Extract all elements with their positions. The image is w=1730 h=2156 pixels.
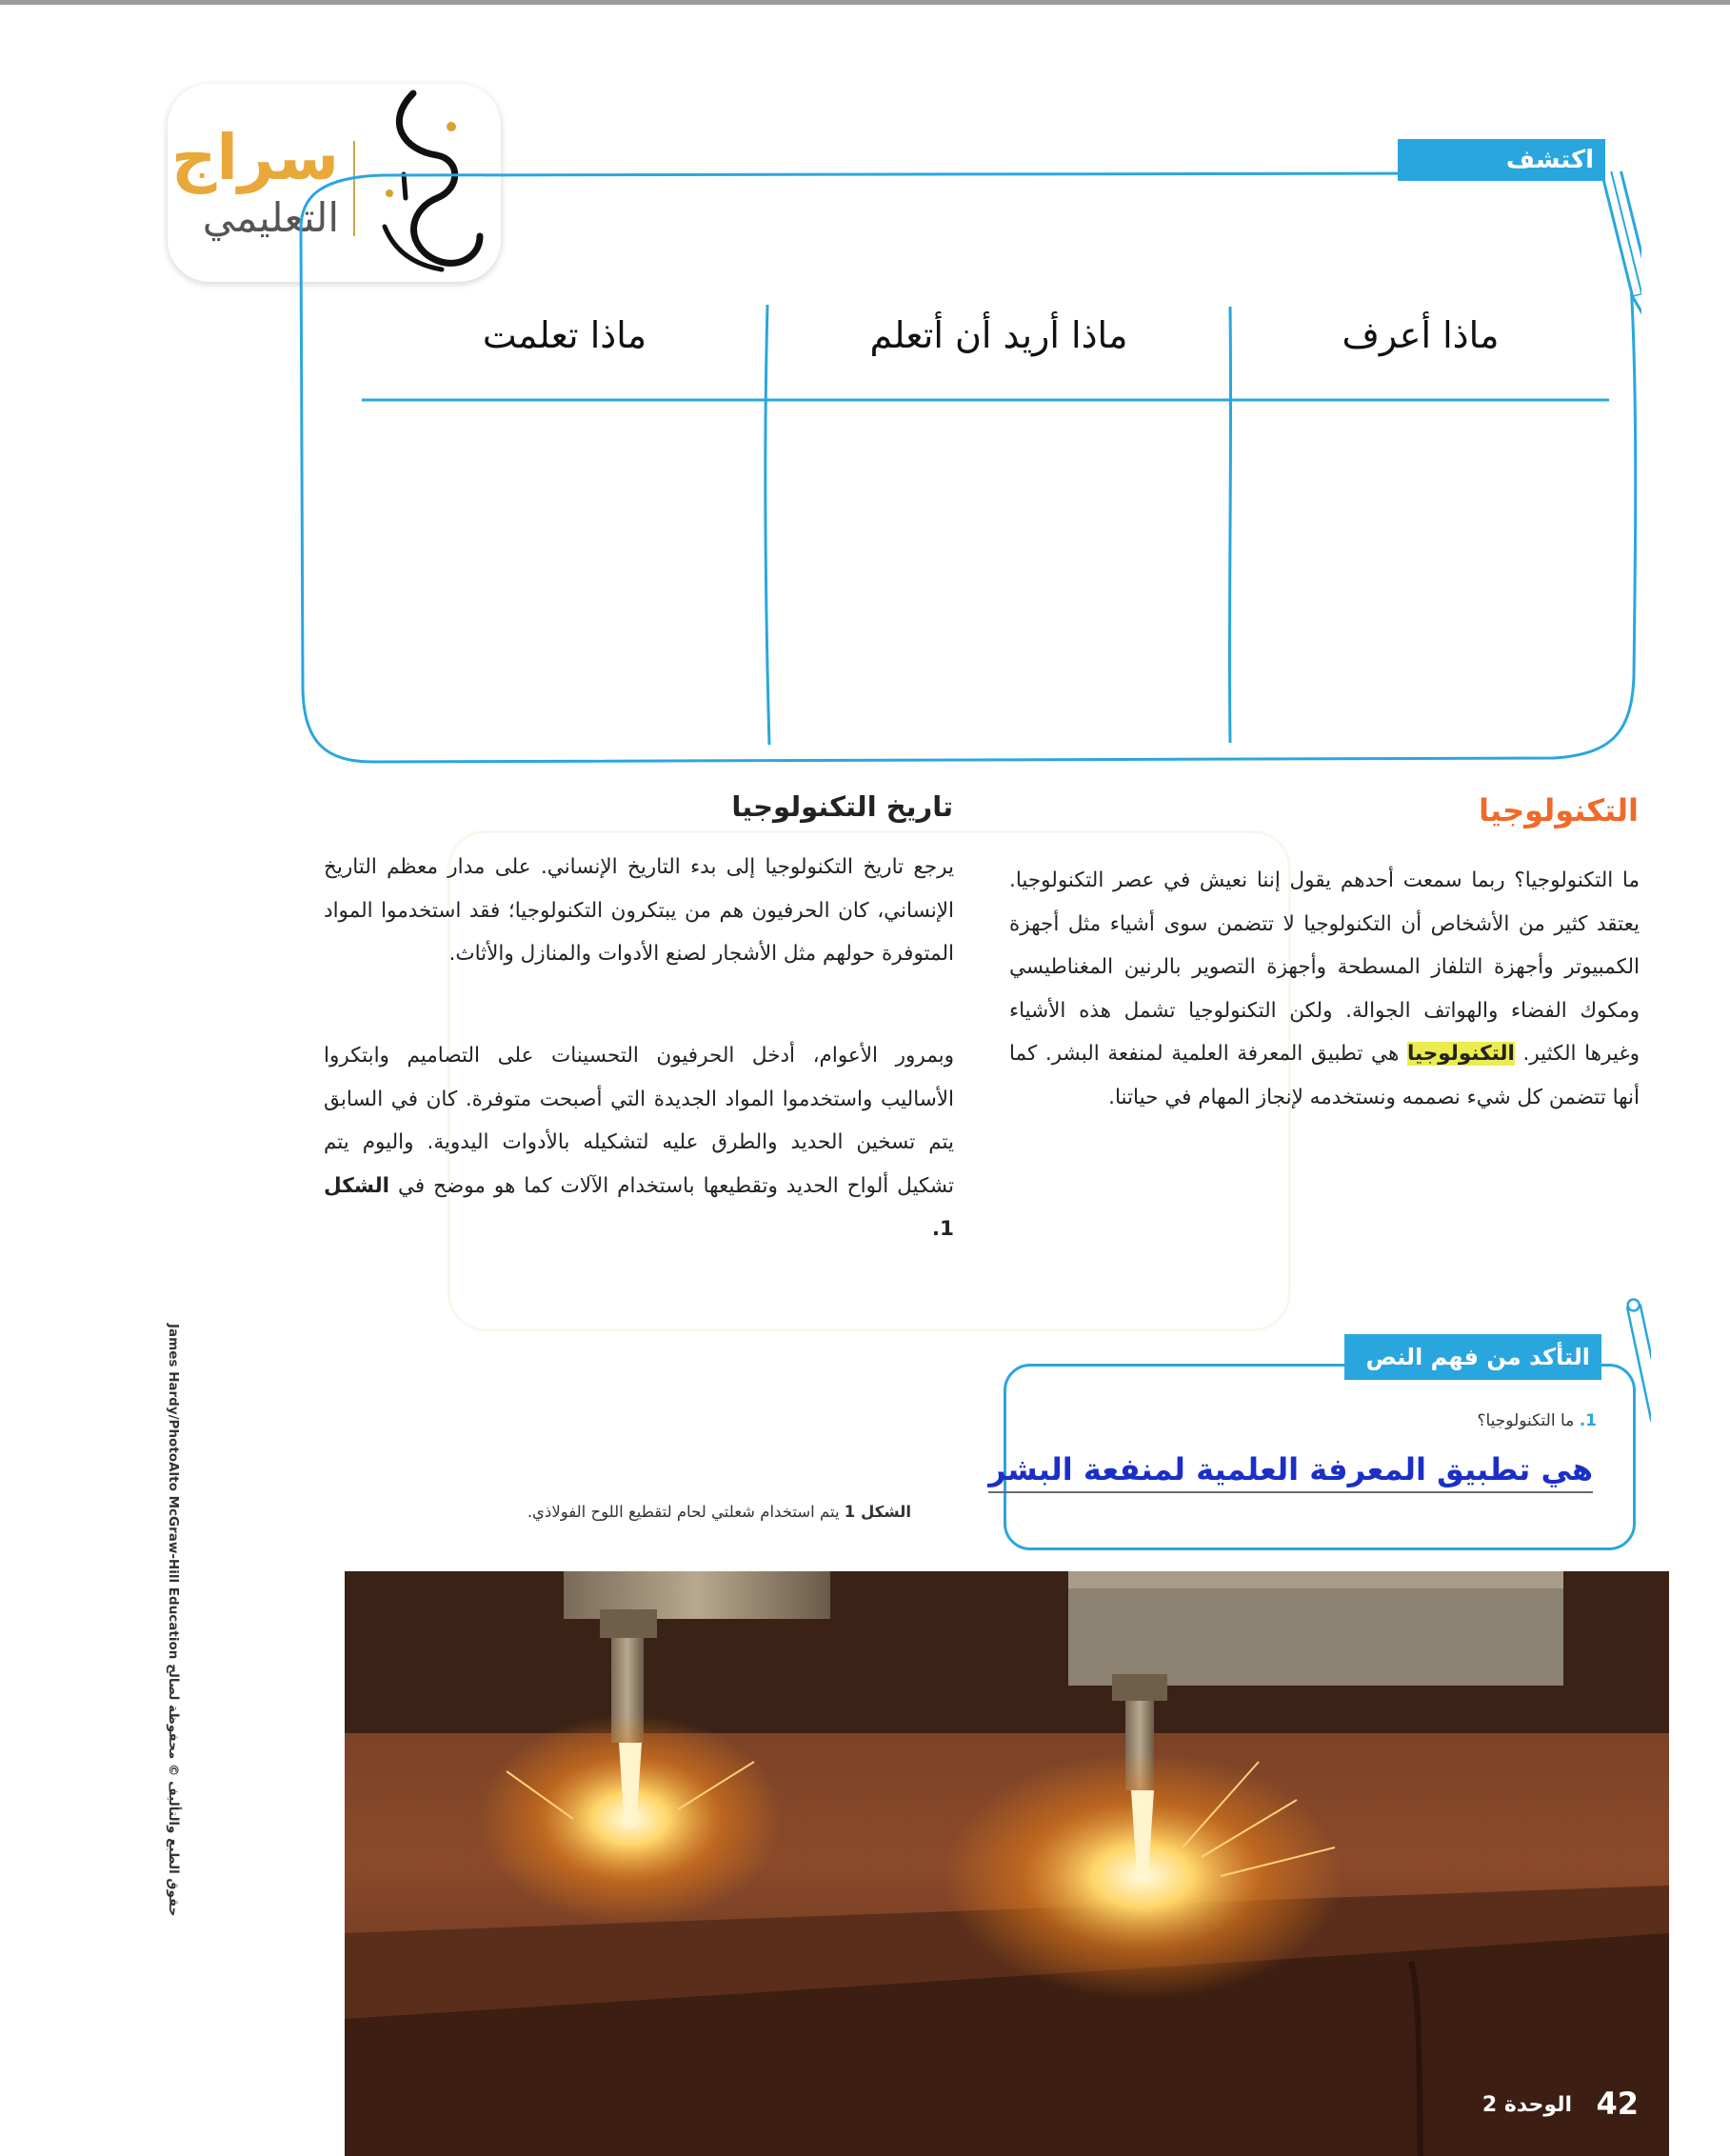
figure-label: الشكل 1 bbox=[844, 1503, 911, 1521]
kwl-header-want: ماذا أريد أن أتعلم bbox=[869, 314, 1128, 356]
section-title-history: تاريخ التكنولوجيا bbox=[731, 790, 953, 823]
question-text: ما التكنولوجيا؟ bbox=[1477, 1411, 1575, 1430]
kwl-header-know: ماذا أعرف bbox=[1342, 314, 1500, 356]
discover-tab: اكتشف bbox=[1398, 139, 1605, 181]
figure-caption bbox=[527, 1503, 911, 1521]
technology-text-end: هي تطبيق المعرفة العلمية لمنفعة البشر. كما أنها تتضمن كل شيء نصممه ونستخدمه لإنجاز المهام في حياتنا. bbox=[1009, 1042, 1640, 1109]
photo-credit: James Hardy/PhotoAlto McGraw-Hill Education حقوق الطبع والتأليف © محفوظة لصالح bbox=[166, 1324, 181, 1917]
technology-text-start: ما التكنولوجيا؟ ربما سمعت أحدهم يقول إننا نعيش في عصر التكنولوجيا. يعتقد كثير من الأشخاص أن التكنولوجيا لا تتضمن سوى أشياء مثل أجهزة الكمبيوتر وأجهزة التلفاز المسطحة وأجهزة التصوير بالرنين المغناطيسي ومكوك الفضاء والهواتف الجوالة. ولكن التكنولوجيا تشمل هذه الأشياء وغيرها الكثير. bbox=[1009, 868, 1640, 1066]
question-1 bbox=[1477, 1411, 1597, 1430]
top-border bbox=[0, 0, 1730, 5]
figure-reference: الشكل 1. bbox=[324, 1173, 954, 1241]
history-text: وبمرور الأعوام، أدخل الحرفيون التحسينات على التصاميم وابتكروا الأساليب واستخدموا المواد الجديدة التي أصبحت متوفرة. كان في السابق يتم تسخين الحديد والطرق عليه لتشكيله بالأدوات اليدوية. واليوم يتم تشكيل ألواح الحديد وتقطيعها باستخدام الآلات كما هو موضح في bbox=[324, 1044, 954, 1198]
history-paragraph-2 bbox=[324, 1034, 954, 1251]
unit-label: الوحدة 2 bbox=[1481, 2093, 1572, 2117]
page-number: 42 bbox=[1596, 2086, 1639, 2122]
check-understanding-tab: التأكد من فهم النص bbox=[1344, 1334, 1601, 1380]
pencil-icon bbox=[1613, 1295, 1651, 1447]
history-paragraph-1: يرجع تاريخ التكنولوجيا إلى بدء التاريخ الإنساني. على مدار معظم التاريخ الإنساني، كان الحرفيون هم من يبتكرون التكنولوجيا؛ فقد استخدموا المواد المتوفرة حولهم مثل الأشجار لصنع الأدوات والمنازل والأثاث. bbox=[324, 855, 954, 966]
logo-subtitle: التعليمي bbox=[202, 194, 339, 241]
question-number: 1. bbox=[1579, 1411, 1597, 1430]
figure-caption-text: يتم استخدام شعلتي لحام لتقطيع اللوح الفولاذي. bbox=[527, 1503, 840, 1521]
technology-paragraph bbox=[1009, 859, 1640, 1119]
kwl-chart-frame bbox=[297, 171, 1641, 771]
answer-text[interactable]: هي تطبيق المعرفة العلمية لمنفعة البشر bbox=[988, 1451, 1593, 1493]
kwl-header-learned: ماذا تعلمت bbox=[482, 314, 647, 356]
welding-photo bbox=[345, 1571, 1669, 2156]
logo-title: سراج bbox=[170, 121, 339, 194]
technology-term-highlight: التكنولوجيا bbox=[1406, 1042, 1515, 1066]
section-title-technology: التكنولوجيا bbox=[1479, 792, 1639, 828]
